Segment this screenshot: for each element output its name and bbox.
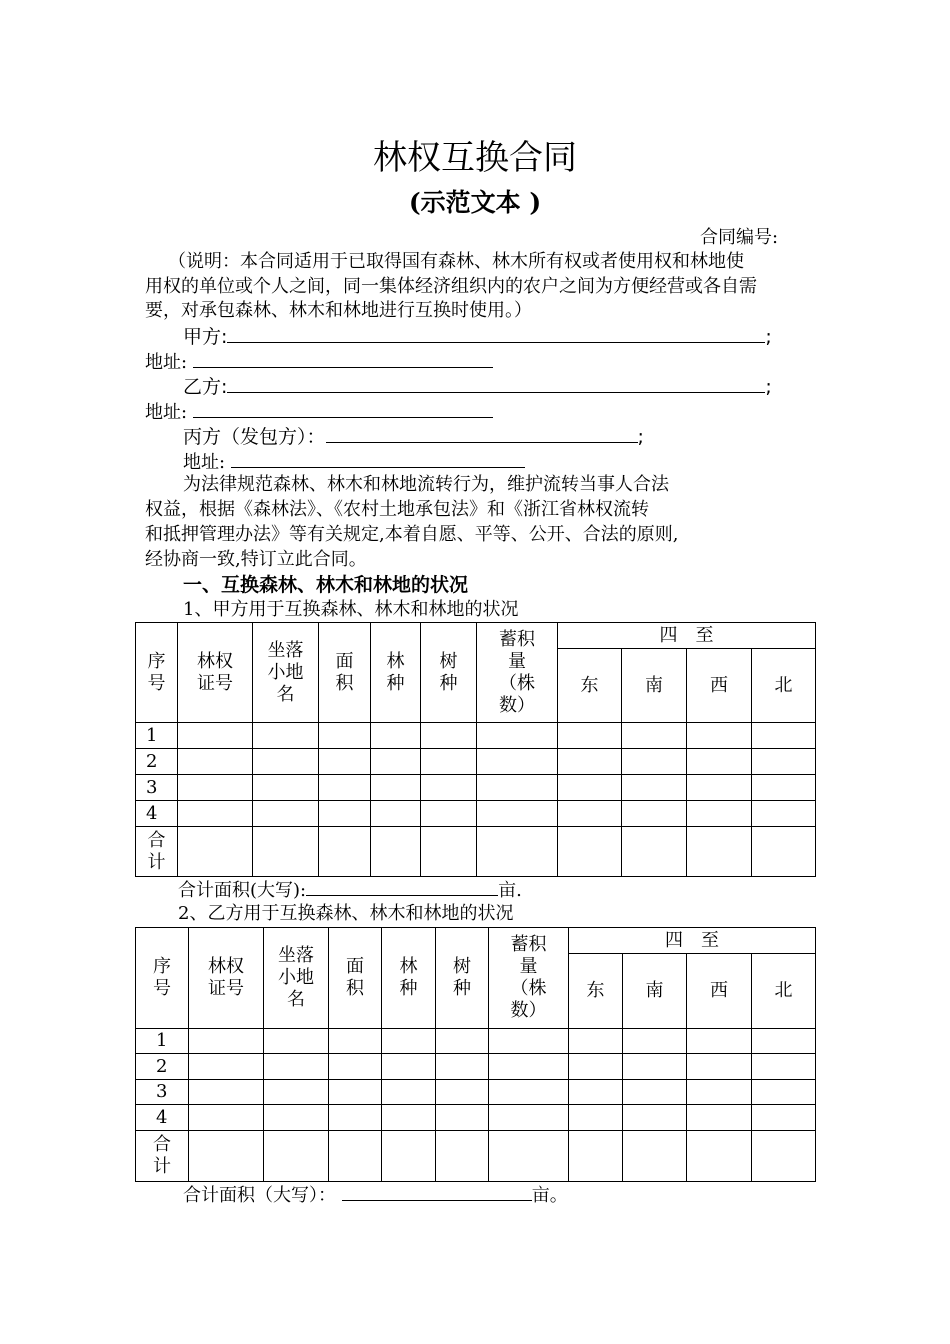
- header-forest-type: 林种: [382, 928, 436, 1029]
- header-north: 北: [752, 954, 816, 1029]
- address-label: 地址:: [183, 452, 226, 473]
- header-cert: 林权证号: [178, 623, 253, 723]
- unit-mu: 亩。: [531, 1185, 568, 1206]
- note-line-1: （说明：本合同适用于已取得国有森林、林木所有权或者使用权和林地使: [168, 251, 744, 272]
- party-b-label: 乙方:: [183, 376, 228, 398]
- table-row: 4: [136, 801, 816, 827]
- header-area: 面积: [319, 623, 371, 723]
- table-row: 2: [136, 1054, 816, 1080]
- party-c-address-field[interactable]: [183, 449, 525, 475]
- table-row: 3: [136, 775, 816, 801]
- document-subtitle: (示范文本 ): [408, 188, 542, 217]
- total-area-1-field[interactable]: [178, 877, 522, 903]
- unit-mu: 亩.: [498, 880, 522, 901]
- total-area-label: 合计面积（大写）：: [183, 1185, 336, 1206]
- header-north: 北: [752, 649, 816, 723]
- party-a-address-field[interactable]: [145, 349, 493, 375]
- contract-number-label: 合同编号:: [700, 227, 779, 248]
- header-south: 南: [622, 649, 687, 723]
- total-area-label: 合计面积(大写):: [178, 880, 307, 901]
- header-location: 坐落小地名: [264, 928, 329, 1029]
- header-east: 东: [569, 954, 623, 1029]
- header-forest-type: 林种: [371, 623, 421, 723]
- table-total-row: 合计: [136, 827, 816, 877]
- preamble-line-4: 经协商一致,特订立此合同。: [145, 549, 367, 570]
- header-volume: 蓄积量（株数）: [489, 928, 569, 1029]
- section-1-heading: 一、互换森林、林木和林地的状况: [183, 574, 469, 596]
- header-cert: 林权证号: [189, 928, 264, 1029]
- semicolon: ;: [765, 376, 772, 398]
- table-row: 2: [136, 749, 816, 775]
- header-tree-species: 树种: [436, 928, 489, 1029]
- party-a-forest-table: [135, 622, 816, 877]
- header-east: 东: [558, 649, 622, 723]
- table-1-caption: 1、甲方用于互换森林、林木和林地的状况: [183, 599, 519, 620]
- preamble-line-1: 为法律规范森林、林木和林地流转行为，维护流转当事人合法: [183, 474, 669, 495]
- preamble-line-2: 权益，根据《森林法》、《农村土地承包法》和《浙江省林权流转: [145, 499, 649, 520]
- header-west: 西: [687, 954, 752, 1029]
- total-area-2-field[interactable]: [183, 1182, 568, 1208]
- party-b-field[interactable]: [183, 374, 772, 399]
- table-total-row: 合计: [136, 1131, 816, 1182]
- header-volume: 蓄积量（株数）: [477, 623, 558, 723]
- party-a-label: 甲方:: [183, 326, 228, 348]
- document-title: 林权互换合同: [373, 138, 577, 178]
- table-row: 4: [136, 1105, 816, 1131]
- party-c-field[interactable]: [183, 424, 644, 449]
- header-area: 面积: [329, 928, 382, 1029]
- party-b-address-field[interactable]: [145, 399, 493, 425]
- table-2-caption: 2、乙方用于互换森林、林木和林地的状况: [178, 903, 514, 924]
- address-label: 地址:: [145, 402, 188, 423]
- party-b-forest-table: [135, 927, 816, 1182]
- header-boundaries: 四 至: [558, 623, 816, 649]
- note-line-3: 要，对承包森林、林木和林地进行互换时使用。）: [145, 300, 532, 321]
- preamble-line-3: 和抵押管理办法》等有关规定,本着自愿、平等、公开、合法的原则,: [145, 524, 679, 545]
- table-row: 3: [136, 1080, 816, 1105]
- header-seq: 序号: [136, 623, 178, 723]
- header-tree-species: 树种: [421, 623, 477, 723]
- semicolon: ;: [765, 326, 772, 348]
- header-location: 坐落小地名: [253, 623, 319, 723]
- address-label: 地址:: [145, 352, 188, 373]
- semicolon: ;: [637, 426, 644, 448]
- header-west: 西: [687, 649, 752, 723]
- header-south: 南: [623, 954, 687, 1029]
- party-a-field[interactable]: [183, 324, 772, 349]
- header-boundaries: 四 至: [569, 928, 816, 954]
- header-seq: 序号: [136, 928, 189, 1029]
- note-line-2: 用权的单位或个人之间，同一集体经济组织内的农户之间为方便经营或各自需: [145, 276, 757, 297]
- table-row: 1: [136, 1029, 816, 1054]
- table-row: 1: [136, 723, 816, 749]
- party-c-label: 丙方（发包方）：: [183, 426, 326, 448]
